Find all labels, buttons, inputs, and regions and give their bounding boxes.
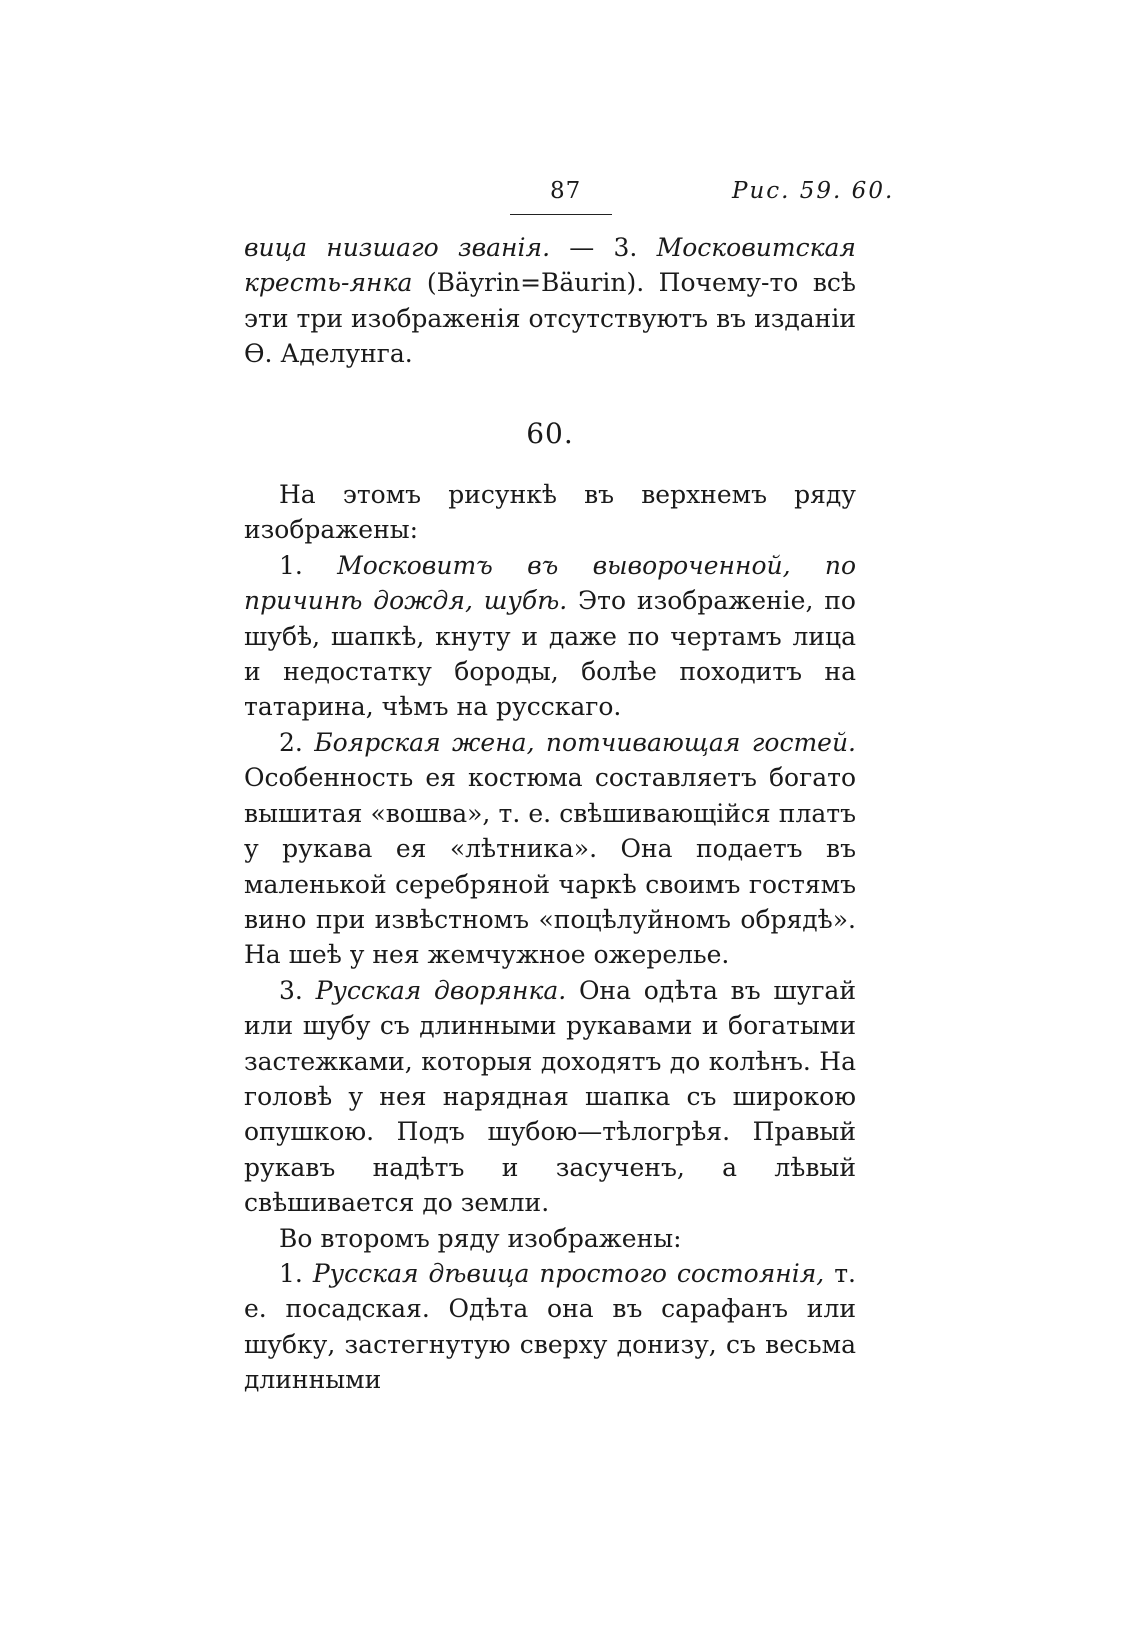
item-number: 1. [279,1258,313,1288]
page-header [510,178,1140,228]
text-block [244,230,856,1398]
continuation-text-1: — 3. [550,233,657,262]
item-text: Особенность ея костюма составляетъ богато вышитая «вошва», т. е. свѣшивающійся платъ у рукава ея «лѣтника». Она подаетъ въ маленькой серебряной чаркѣ своимъ гостямъ вино при извѣстномъ «поцѣлуйномъ обрядѣ». На шеѣ у нея жемчужное ожерелье. [244,763,856,970]
paragraph-intro-second-row: Во второмъ ряду изображены: [279,1223,682,1253]
section-number: 60. [526,416,574,450]
continuation-paragraph [244,230,856,372]
item-text: т. е. посадская. Одѣта она въ сарафанъ или шубку, застегнутую сверху донизу, съ весьма длинными [244,1258,856,1395]
item-number: 3. [279,975,316,1005]
paragraph-item-1 [244,548,856,725]
item-number: 1. [279,550,338,580]
continuation-italic-1: вица низшаго званія. [244,233,551,262]
continuation-italic-2: Московитская кресть-янка [244,233,856,298]
page-number: 87 [550,178,582,204]
continuation-text-2: (Bäyrin=Bäurin). Почему-то всѣ эти три изображенія отсутствуютъ въ изданіи Ѳ. Аделунга. [244,268,856,369]
item-title: Русская дворянка. [315,975,567,1005]
paragraph-item-4 [244,1256,856,1398]
item-text: Это изображеніе, по шубѣ, шапкѣ, кнуту и даже по чертамъ лица и недостатку бороды, болѣе походитъ на татарина, чѣмъ на русскаго. [244,586,856,722]
item-text: Она одѣта въ шугай или шубу съ длинными рукавами и богатыми застежками, которыя доходятъ до колѣнъ. На головѣ у нея нарядная шапка съ широкою опушкою. Подъ шубою—тѣлогрѣя. Правый рукавъ надѣтъ и засученъ, а лѣвый свѣшивается до земли. [244,975,856,1218]
page-number-rule [510,214,612,215]
paragraph-item-2 [244,725,856,973]
paragraph-intro-top-row: На этомъ рисункѣ въ верхнемъ ряду изображены: [244,480,856,545]
item-title: Боярская жена, потчивающая гостей. [314,727,856,757]
paragraph-item-3 [244,973,856,1221]
item-number: 2. [279,727,315,757]
item-title: Московитъ въ вывороченной, по причинѣ дождя, шубѣ. [244,550,856,616]
item-title: Русская дѣвица простого состоянія, [312,1258,825,1288]
running-head: Рис. 59. 60. [732,178,895,204]
